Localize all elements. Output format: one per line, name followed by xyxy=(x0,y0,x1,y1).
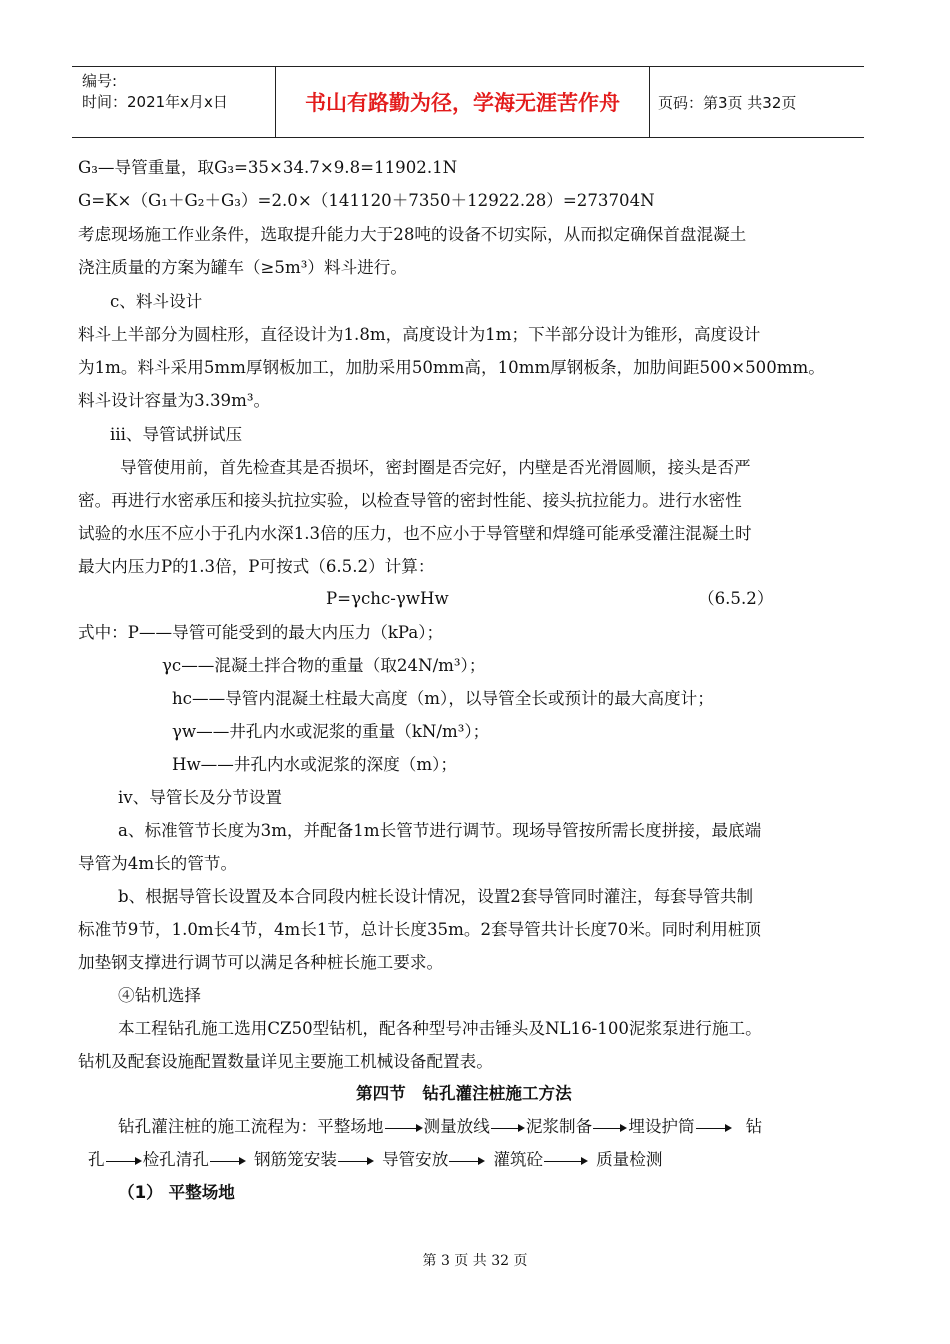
definition-line: Hw——井孔内水或泥浆的深度（m）； xyxy=(172,755,458,774)
header-meta xyxy=(82,71,277,113)
flow-step: 质量检测 xyxy=(596,1150,663,1169)
definition-line: γc——混凝土拌合物的重量（取24N/m³）； xyxy=(162,656,486,675)
body-line: G₃—导管重量，取G₃=35×34.7×9.8=11902.1N xyxy=(78,158,458,177)
arrow-icon xyxy=(544,1156,588,1166)
arrow-icon xyxy=(696,1123,732,1133)
flow-step: 埋设护筒 xyxy=(628,1117,695,1136)
arrow-icon xyxy=(106,1156,142,1166)
arrow-icon xyxy=(210,1156,246,1166)
time-label: 时间：2021年x月x日 xyxy=(82,93,228,111)
body-line: a、标准管节长度为3m，并配备1m长管节进行调节。现场导管按所需长度拼接，最底端 xyxy=(118,821,762,840)
flow-step: 孔 xyxy=(88,1150,105,1169)
body-line: 钻机及配套设施配置数量详见主要施工机械设备配置表。 xyxy=(78,1052,493,1071)
arrow-icon xyxy=(385,1123,423,1133)
body-line: 试验的水压不应小于孔内水深1.3倍的压力，也不应小于导管壁和焊缝可能承受灌注混凝土时 xyxy=(78,524,752,543)
flow-row-2 xyxy=(88,1150,662,1170)
arrow-icon xyxy=(593,1123,627,1133)
body-line: 为1m。料斗采用5mm厚钢板加工，加肋采用50mm高，10mm厚钢板条，加肋间距500×500mm。 xyxy=(78,358,825,377)
flow-step: 测量放线 xyxy=(423,1117,490,1136)
body-line: 导管使用前，首先检查其是否损坏，密封圈是否完好，内壁是否光滑圆顺，接头是否严 xyxy=(120,458,751,477)
section-heading: 第四节 钻孔灌注桩施工方法 xyxy=(356,1084,572,1103)
body-line: 加垫钢支撑进行调节可以满足各种桩长施工要求。 xyxy=(78,953,444,972)
body-line: 浇注质量的方案为罐车（≥5m³）料斗进行。 xyxy=(78,258,407,277)
body-line: 料斗设计容量为3.39m³。 xyxy=(78,391,271,410)
definition-line: γw——井孔内水或泥浆的重量（kN/m³）； xyxy=(172,722,490,741)
subsection-heading: ⅳ、导管长及分节设置 xyxy=(118,788,283,807)
flow-step: 钻 xyxy=(745,1117,763,1136)
body-line: 本工程钻孔施工选用CZ50型钻机，配各种型号冲击锤头及NL16-100泥浆泵进行施工。 xyxy=(118,1019,762,1038)
formula: P=γchc-γwHw xyxy=(326,589,449,608)
body-line: 导管为4m长的管节。 xyxy=(78,854,238,873)
header-page-label: 页码：第3页 共32页 xyxy=(658,93,797,112)
subsection-heading: c、料斗设计 xyxy=(110,292,203,311)
body-line: G=K×（G₁＋G₂＋G₃）=2.0×（141120＋7350＋12922.28）=273704N xyxy=(78,191,655,210)
subheading-site-leveling: （1） 平整场地 xyxy=(118,1183,235,1202)
flow-row-1 xyxy=(118,1117,762,1137)
page-footer: 第 3 页 共 32 页 xyxy=(422,1253,528,1269)
flow-intro: 钻孔灌注桩的施工流程为：平整场地 xyxy=(118,1117,384,1136)
arrow-icon xyxy=(449,1156,485,1166)
body-line: 密。再进行水密承压和接头抗拉实验，以检查导管的密封性能、接头抗拉能力。进行水密性 xyxy=(78,491,742,510)
flow-step: 导管安放 xyxy=(381,1150,449,1169)
formula-number: （6.5.2） xyxy=(698,589,774,608)
page-header xyxy=(72,66,864,138)
body-line: 式中：P——导管可能受到的最大内压力（kPa）； xyxy=(78,623,444,642)
flow-step: 检孔清孔 xyxy=(142,1150,209,1169)
body-line: 最大内压力P的1.3倍，P可按式（6.5.2）计算： xyxy=(78,557,435,576)
arrow-icon xyxy=(338,1156,374,1166)
subsection-heading: ④钻机选择 xyxy=(118,986,201,1005)
arrow-icon xyxy=(491,1123,525,1133)
body-line: b、根据导管长设置及本合同段内桩长设计情况，设置2套导管同时灌注，每套导管共制 xyxy=(118,887,754,906)
body-line: 料斗上半部分为圆柱形，直径设计为1.8m，高度设计为1m；下半部分设计为锥形，高度设计 xyxy=(78,325,761,344)
number-label: 编号: xyxy=(82,72,118,90)
flow-step: 泥浆制备 xyxy=(525,1117,593,1136)
header-motto: 书山有路勤为径，学海无涯苦作舟 xyxy=(305,91,620,115)
flow-step: 灌筑砼 xyxy=(493,1150,544,1169)
subsection-heading: ⅲ、导管试拼试压 xyxy=(110,425,243,444)
definition-line: hc——导管内混凝土柱最大高度（m），以导管全长或预计的最大高度计； xyxy=(172,689,714,708)
body-line: 标准节9节，1.0m长4节，4m长1节，总计长度35m。2套导管共计长度70米。同时利用桩顶 xyxy=(78,920,762,939)
flow-step: 钢筋笼安装 xyxy=(253,1150,337,1169)
body-line: 考虑现场施工作业条件，选取提升能力大于28吨的设备不切实际，从而拟定确保首盘混凝土 xyxy=(78,225,747,244)
